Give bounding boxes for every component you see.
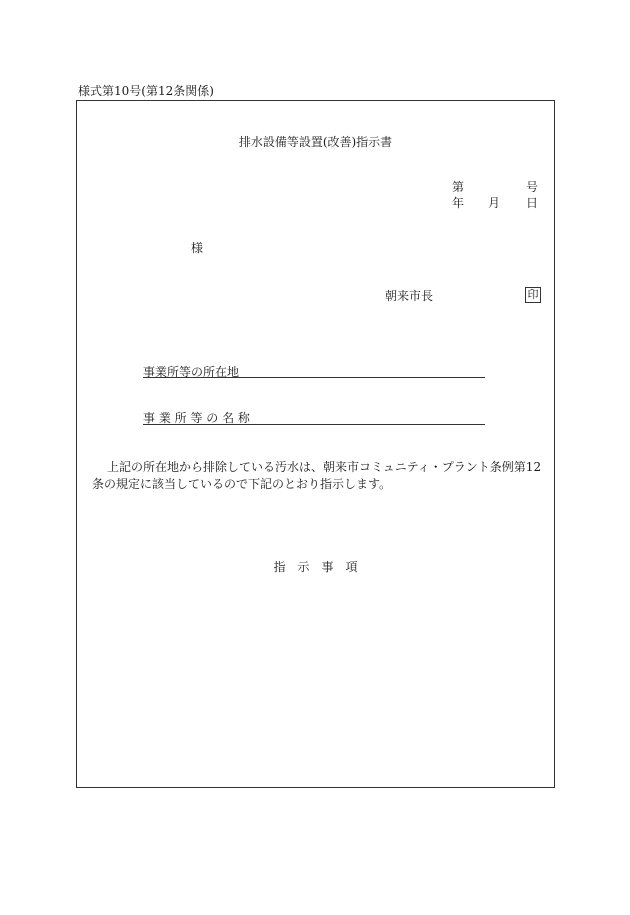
name-field-label: 事 業 所 等 の 名 称: [143, 411, 250, 425]
form-number-label: 様式第10号(第12条関係): [78, 84, 214, 98]
date-month-label: 月: [488, 196, 501, 210]
number-suffix: 号: [525, 180, 538, 194]
date-year-label: 年: [452, 196, 465, 210]
number-prefix: 第: [452, 180, 465, 194]
document-frame: [76, 100, 555, 788]
document-title: 排水設備等設置(改善)指示書: [238, 135, 393, 149]
name-field-line: [143, 424, 485, 425]
location-field-line: [143, 377, 485, 378]
body-line: 上記の所在地から排除している汚水は、朝来市コミュニティ・プラント条例第12: [107, 460, 542, 474]
body-line: 条の規定に該当しているので下記のとおり指示します。: [92, 477, 392, 491]
date-day-label: 日: [525, 196, 538, 210]
location-field-label: 事業所等の所在地: [143, 365, 240, 379]
instruction-body: [92, 459, 542, 493]
instructions-heading: 指 示 事 項: [273, 560, 358, 574]
seal-box: 印: [525, 287, 541, 303]
issuer-title: 朝来市長: [385, 289, 434, 303]
addressee-suffix: 様: [191, 241, 204, 255]
